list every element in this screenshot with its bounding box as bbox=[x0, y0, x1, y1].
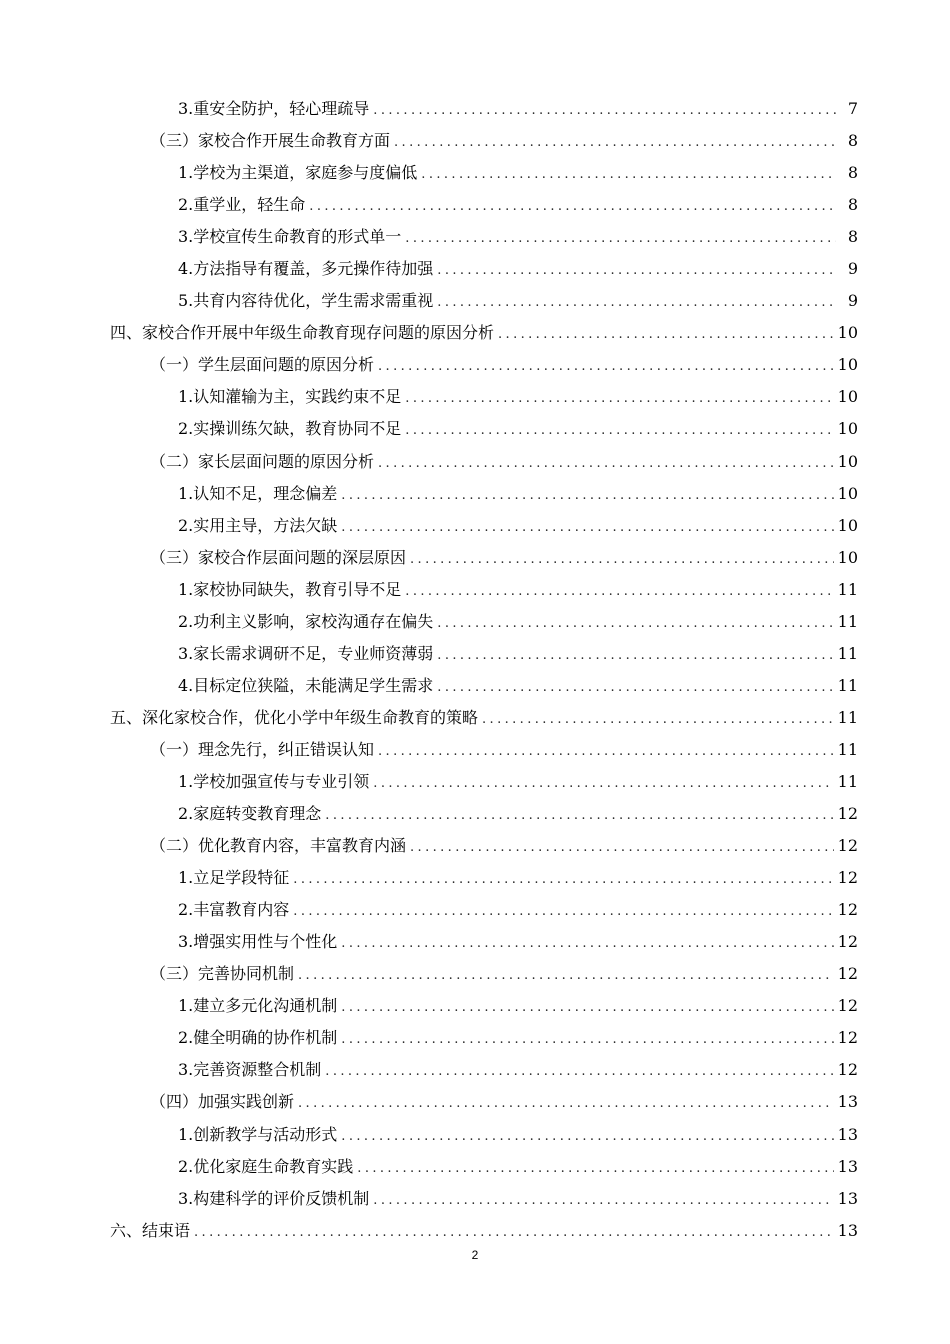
toc-entry-page: 11 bbox=[837, 675, 858, 695]
toc-entry[interactable] bbox=[0, 1054, 950, 1086]
toc-entry-page: 9 bbox=[847, 291, 858, 311]
toc-entry[interactable] bbox=[0, 510, 950, 542]
toc-entry[interactable] bbox=[0, 766, 950, 798]
table-of-contents bbox=[0, 93, 950, 1247]
toc-entry[interactable] bbox=[0, 478, 950, 510]
toc-entry-page: 12 bbox=[837, 900, 858, 920]
dot-leader bbox=[498, 325, 834, 345]
toc-entry-title: 2.重学业，轻生命 bbox=[178, 195, 306, 215]
toc-entry-title: （二）优化教育内容，丰富教育内涵 bbox=[150, 836, 407, 856]
toc-entry[interactable] bbox=[0, 221, 950, 253]
dot-leader bbox=[437, 614, 833, 634]
toc-entry-page: 10 bbox=[837, 387, 858, 407]
dot-leader bbox=[405, 389, 833, 409]
dot-leader bbox=[410, 550, 834, 570]
toc-entry-page: 11 bbox=[837, 611, 858, 631]
toc-entry-title: 5.共育内容待优化，学生需求需重视 bbox=[178, 291, 434, 311]
toc-entry-page: 11 bbox=[837, 643, 858, 663]
toc-entry-title: 2.实用主导，方法欠缺 bbox=[178, 515, 338, 535]
toc-entry[interactable] bbox=[0, 1215, 950, 1247]
toc-entry-title: （三）完善协同机制 bbox=[150, 964, 295, 984]
toc-entry-title: 1.认知灌输为主，实践约束不足 bbox=[178, 387, 402, 407]
dot-leader bbox=[437, 261, 836, 281]
toc-entry-page: 13 bbox=[837, 1092, 858, 1112]
toc-entry[interactable] bbox=[0, 381, 950, 413]
toc-entry[interactable] bbox=[0, 349, 950, 381]
toc-entry-page: 12 bbox=[837, 1060, 858, 1080]
toc-entry[interactable] bbox=[0, 1151, 950, 1183]
toc-entry-page: 13 bbox=[837, 1188, 858, 1208]
toc-entry[interactable] bbox=[0, 638, 950, 670]
toc-entry[interactable] bbox=[0, 702, 950, 734]
dot-leader bbox=[437, 678, 833, 698]
toc-entry-title: 2.丰富教育内容 bbox=[178, 900, 290, 920]
dot-leader bbox=[482, 710, 834, 730]
toc-entry-title: 1.学校为主渠道，家庭参与度偏低 bbox=[178, 163, 418, 183]
dot-leader bbox=[410, 838, 834, 858]
dot-leader bbox=[325, 1062, 833, 1082]
toc-entry-page: 8 bbox=[847, 195, 858, 215]
toc-entry[interactable] bbox=[0, 93, 950, 125]
toc-entry-page: 11 bbox=[837, 739, 858, 759]
toc-entry[interactable] bbox=[0, 830, 950, 862]
dot-leader bbox=[378, 742, 834, 762]
toc-entry[interactable] bbox=[0, 958, 950, 990]
toc-entry[interactable] bbox=[0, 317, 950, 349]
toc-entry-page: 10 bbox=[837, 419, 858, 439]
dot-leader bbox=[341, 934, 833, 954]
dot-leader bbox=[373, 101, 836, 121]
toc-entry-page: 10 bbox=[837, 515, 858, 535]
dot-leader bbox=[405, 421, 833, 441]
dot-leader bbox=[373, 1191, 833, 1211]
dot-leader bbox=[405, 582, 833, 602]
toc-entry-title: （一）学生层面问题的原因分析 bbox=[150, 355, 375, 375]
dot-leader bbox=[341, 1030, 833, 1050]
dot-leader bbox=[437, 293, 836, 313]
toc-entry-title: 3.完善资源整合机制 bbox=[178, 1060, 322, 1080]
toc-entry[interactable] bbox=[0, 990, 950, 1022]
dot-leader bbox=[309, 197, 836, 217]
toc-entry-page: 12 bbox=[837, 868, 858, 888]
toc-entry[interactable] bbox=[0, 606, 950, 638]
toc-entry-title: 3.构建科学的评价反馈机制 bbox=[178, 1188, 370, 1208]
toc-entry-title: 4.目标定位狭隘，未能满足学生需求 bbox=[178, 675, 434, 695]
toc-entry-page: 13 bbox=[837, 1220, 858, 1240]
toc-entry-page: 8 bbox=[847, 131, 858, 151]
toc-entry-title: 四、家校合作开展中年级生命教育现存问题的原因分析 bbox=[110, 323, 495, 343]
toc-entry[interactable] bbox=[0, 542, 950, 574]
toc-entry[interactable] bbox=[0, 253, 950, 285]
toc-entry[interactable] bbox=[0, 413, 950, 445]
toc-entry-title: 1.创新教学与活动形式 bbox=[178, 1124, 338, 1144]
toc-entry-title: 1.立足学段特征 bbox=[178, 868, 290, 888]
toc-entry-page: 12 bbox=[837, 804, 858, 824]
toc-entry[interactable] bbox=[0, 670, 950, 702]
toc-entry-title: 2.家庭转变教育理念 bbox=[178, 804, 322, 824]
toc-entry-page: 7 bbox=[847, 99, 858, 119]
toc-entry-title: 2.功利主义影响，家校沟通存在偏失 bbox=[178, 611, 434, 631]
toc-entry[interactable] bbox=[0, 894, 950, 926]
toc-entry-page: 10 bbox=[837, 547, 858, 567]
toc-entry[interactable] bbox=[0, 1183, 950, 1215]
toc-entry-page: 11 bbox=[837, 772, 858, 791]
toc-entry-title: 2.实操训练欠缺，教育协同不足 bbox=[178, 419, 402, 439]
toc-entry-title: 1.建立多元化沟通机制 bbox=[178, 996, 338, 1016]
dot-leader bbox=[378, 357, 834, 377]
toc-entry[interactable] bbox=[0, 798, 950, 830]
dot-leader bbox=[293, 870, 833, 890]
toc-entry-page: 10 bbox=[837, 355, 858, 375]
toc-entry[interactable] bbox=[0, 734, 950, 766]
toc-entry-title: 六、结束语 bbox=[110, 1220, 191, 1240]
dot-leader bbox=[373, 774, 833, 794]
toc-entry-page: 12 bbox=[837, 836, 858, 856]
dot-leader bbox=[437, 646, 833, 666]
page-number: 2 bbox=[471, 1248, 479, 1262]
toc-entry[interactable] bbox=[0, 446, 950, 478]
dot-leader bbox=[298, 966, 834, 986]
toc-entry-page: 12 bbox=[837, 1028, 858, 1048]
dot-leader bbox=[421, 165, 836, 185]
toc-entry-page: 8 bbox=[847, 227, 858, 247]
dot-leader bbox=[341, 998, 833, 1018]
dot-leader bbox=[341, 486, 833, 506]
toc-entry-title: 3.家长需求调研不足，专业师资薄弱 bbox=[178, 643, 434, 663]
toc-entry-title: （三）家校合作层面问题的深层原因 bbox=[150, 547, 407, 567]
toc-entry[interactable] bbox=[0, 285, 950, 317]
dot-leader bbox=[293, 902, 833, 922]
toc-entry-title: （二）家长层面问题的原因分析 bbox=[150, 451, 375, 471]
toc-entry-title: 五、深化家校合作，优化小学中年级生命教育的策略 bbox=[110, 707, 479, 727]
toc-entry-title: （一）理念先行，纠正错误认知 bbox=[150, 739, 375, 759]
toc-entry-title: （四）加强实践创新 bbox=[150, 1092, 295, 1112]
toc-entry[interactable] bbox=[0, 157, 950, 189]
toc-entry-page: 10 bbox=[837, 323, 858, 343]
toc-entry-title: 3.增强实用性与个性化 bbox=[178, 932, 338, 952]
dot-leader bbox=[298, 1094, 834, 1114]
dot-leader bbox=[325, 806, 833, 826]
toc-entry[interactable] bbox=[0, 1086, 950, 1118]
dot-leader bbox=[357, 1159, 833, 1179]
toc-entry[interactable] bbox=[0, 1119, 950, 1151]
toc-entry-page: 11 bbox=[837, 707, 858, 727]
toc-entry[interactable] bbox=[0, 189, 950, 221]
dot-leader bbox=[194, 1223, 834, 1243]
dot-leader bbox=[341, 1127, 833, 1147]
toc-entry-page: 12 bbox=[837, 964, 858, 984]
toc-entry-page: 10 bbox=[837, 451, 858, 471]
toc-entry-title: 4.方法指导有覆盖，多元操作待加强 bbox=[178, 259, 434, 279]
dot-leader bbox=[378, 454, 834, 474]
toc-entry-page: 8 bbox=[847, 163, 858, 183]
toc-entry-title: 3.重安全防护，轻心理疏导 bbox=[178, 99, 370, 119]
toc-entry-page: 10 bbox=[837, 483, 858, 503]
toc-entry[interactable] bbox=[0, 574, 950, 606]
dot-leader bbox=[405, 229, 836, 249]
dot-leader bbox=[394, 133, 836, 153]
toc-entry-page: 13 bbox=[837, 1156, 858, 1176]
dot-leader bbox=[341, 518, 833, 538]
toc-entry-page: 12 bbox=[837, 996, 858, 1016]
toc-entry-page: 12 bbox=[837, 932, 858, 952]
toc-entry-title: 1.学校加强宣传与专业引领 bbox=[178, 772, 370, 791]
toc-entry-page: 13 bbox=[837, 1124, 858, 1144]
toc-entry-page: 9 bbox=[847, 259, 858, 279]
toc-entry[interactable] bbox=[0, 862, 950, 894]
toc-entry-title: （三）家校合作开展生命教育方面 bbox=[150, 131, 391, 151]
toc-entry[interactable] bbox=[0, 1022, 950, 1054]
toc-entry[interactable] bbox=[0, 125, 950, 157]
toc-entry-title: 1.家校协同缺失，教育引导不足 bbox=[178, 579, 402, 599]
toc-entry-title: 3.学校宣传生命教育的形式单一 bbox=[178, 227, 402, 247]
toc-entry-title: 1.认知不足，理念偏差 bbox=[178, 483, 338, 503]
toc-entry-title: 2.优化家庭生命教育实践 bbox=[178, 1156, 354, 1176]
toc-entry[interactable] bbox=[0, 926, 950, 958]
toc-entry-title: 2.健全明确的协作机制 bbox=[178, 1028, 338, 1048]
toc-entry-page: 11 bbox=[837, 579, 858, 599]
